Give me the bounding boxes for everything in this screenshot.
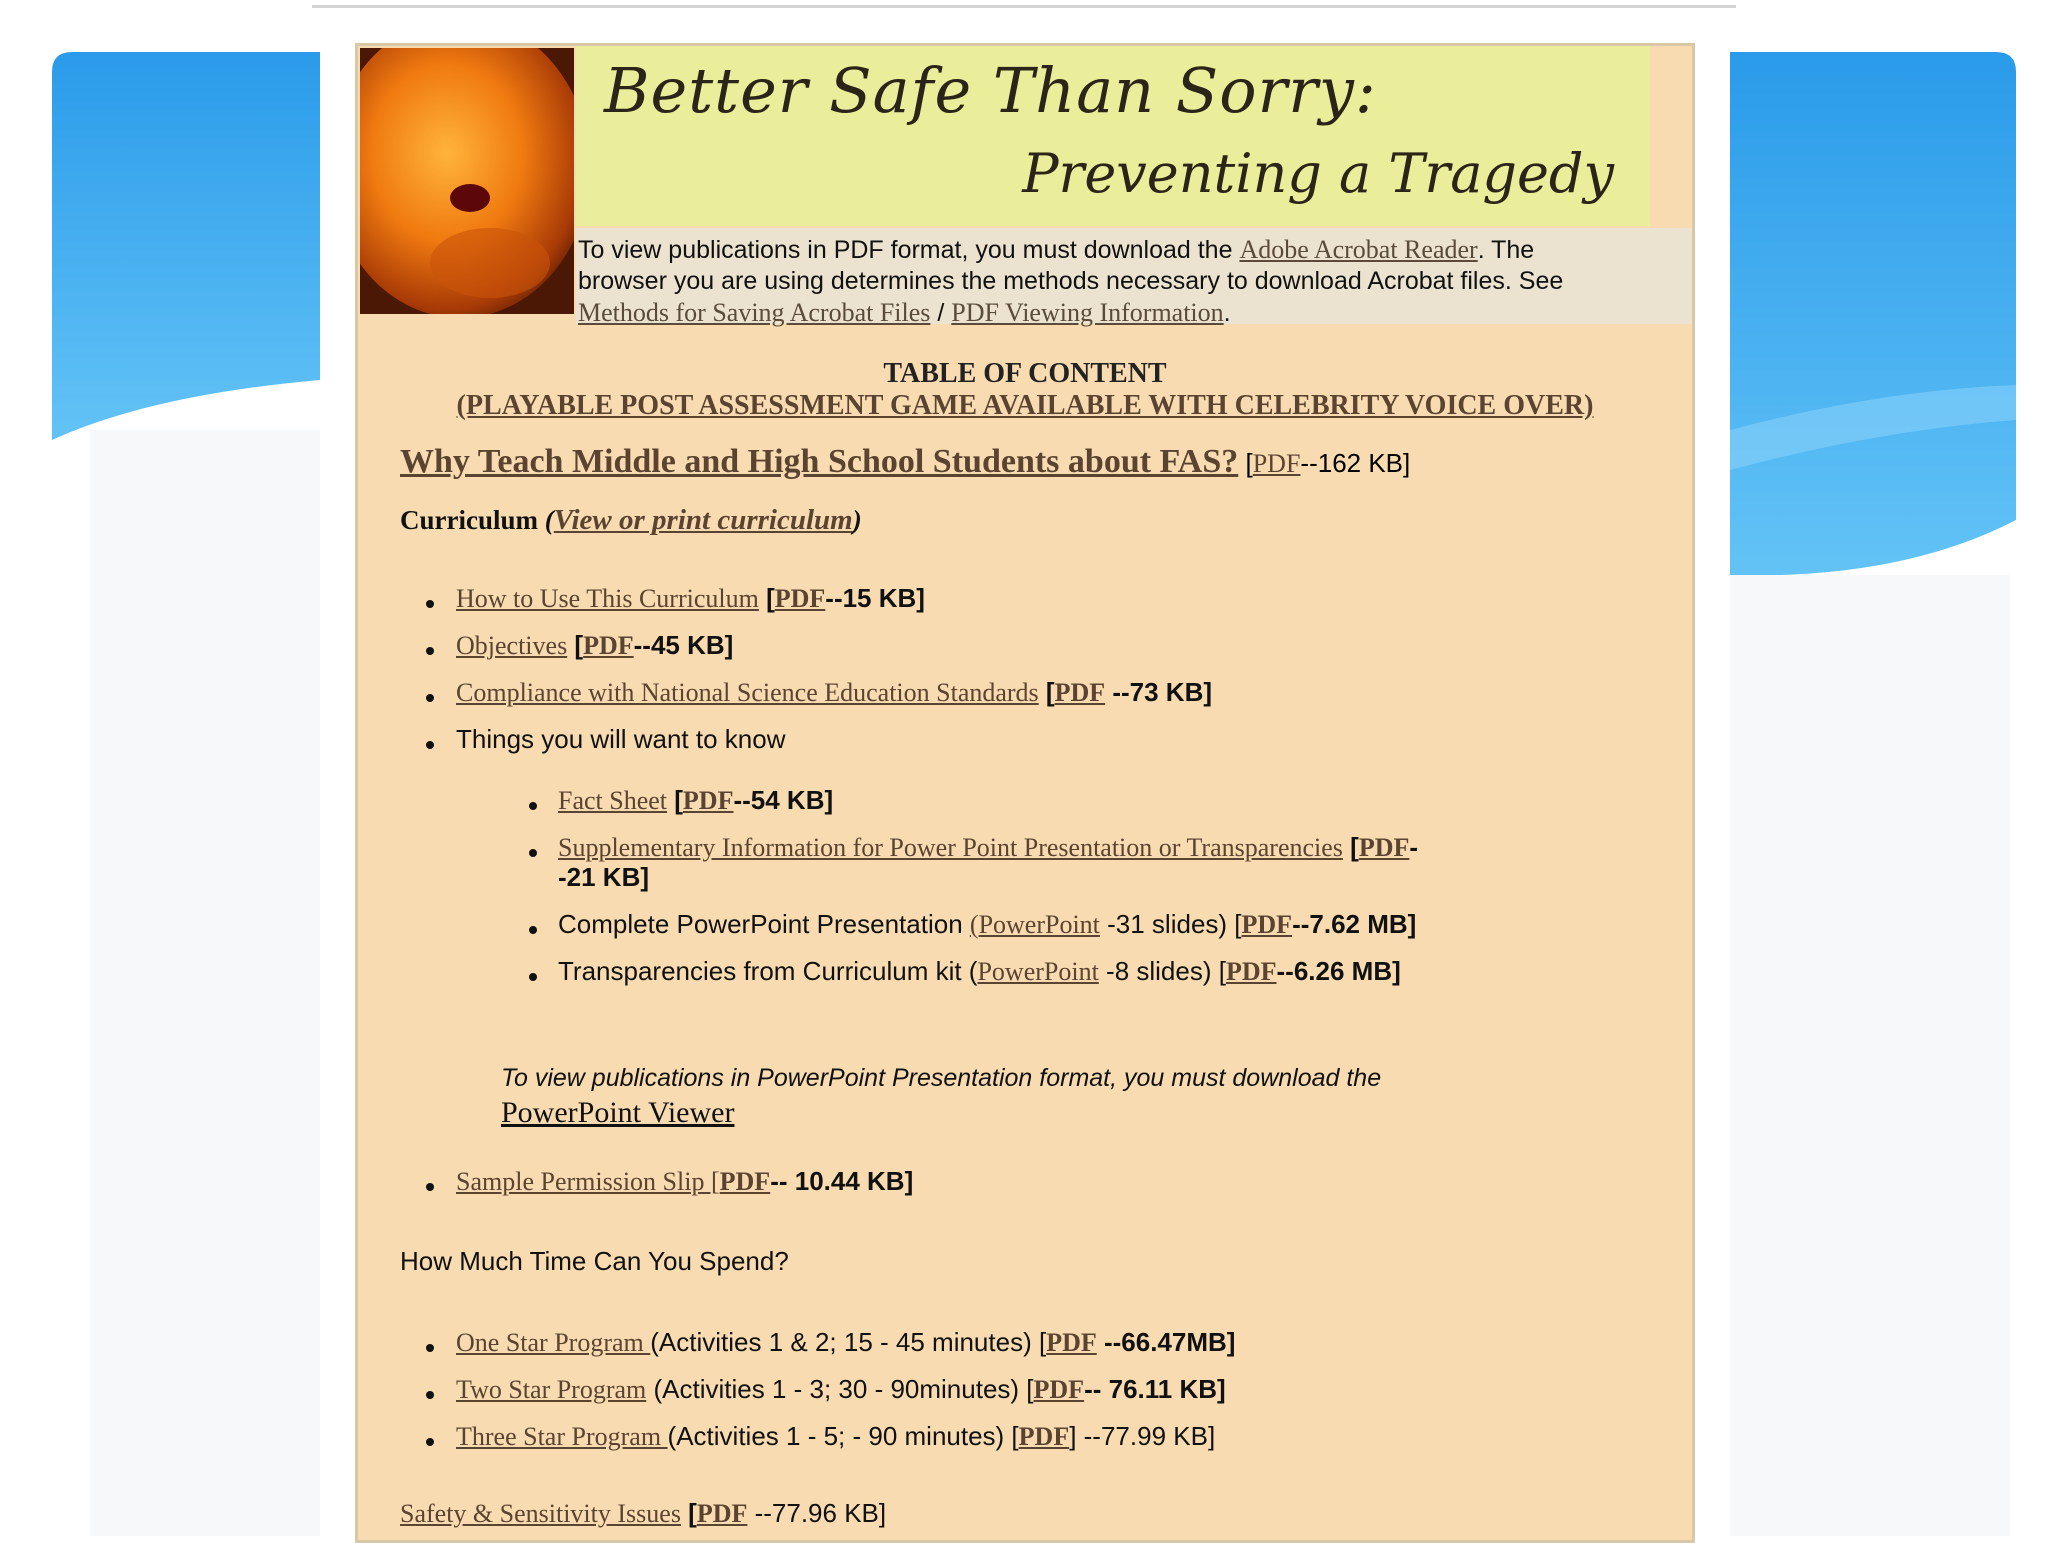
transparencies-pdf-link[interactable]: PDF [1225, 957, 1277, 986]
file-size: -- 10.44 KB] [770, 1166, 914, 1196]
list-item [456, 1374, 1226, 1405]
notice-text: . The [1477, 236, 1535, 264]
ppt-note: To view publications in PowerPoint Presentation format, you must download the [501, 1064, 1382, 1092]
file-size: --66.47MB] [1096, 1327, 1236, 1357]
how-to-pdf-link[interactable]: PDF [774, 584, 826, 613]
list-item [456, 677, 1212, 708]
view-curriculum-link[interactable]: View or print curriculum [553, 504, 853, 536]
file-size: --73 KB] [1105, 677, 1213, 707]
saving-acrobat-link[interactable]: Methods for Saving Acrobat Files [578, 298, 931, 327]
left-fade [90, 430, 320, 1536]
why-teach-link[interactable]: Why Teach Middle and High School Students about FAS? [400, 443, 1239, 480]
file-size: --45 KB] [633, 630, 734, 660]
pdf-viewing-info-link[interactable]: PDF Viewing Information [951, 298, 1224, 327]
bullet [426, 600, 434, 608]
permission-pdf-link[interactable]: PDF [719, 1167, 771, 1196]
fact-sheet-link[interactable]: Fact Sheet [558, 786, 668, 815]
compliance-pdf-link[interactable]: PDF [1054, 678, 1106, 707]
right-wave-shape [1730, 52, 2016, 575]
bullet [426, 647, 434, 655]
pdf-notice [576, 228, 1692, 327]
ppt-viewer-link[interactable]: PowerPoint Viewer [501, 1096, 735, 1129]
page-banner [358, 46, 1692, 327]
fact-sheet-pdf-link[interactable]: PDF [682, 786, 734, 815]
bullet [426, 1438, 434, 1446]
complete-ppt-link[interactable]: PowerPoint [978, 910, 1100, 939]
one-star-pdf-link[interactable]: PDF [1046, 1328, 1097, 1357]
list-item [558, 956, 1401, 987]
title-area [576, 46, 1650, 226]
file-size: -21 KB] [558, 862, 650, 892]
adobe-reader-link[interactable]: Adobe Acrobat Reader [1239, 235, 1478, 264]
notice-separator: / [930, 299, 952, 327]
file-size: --15 KB] [825, 583, 925, 613]
bullet [426, 1391, 434, 1399]
file-size: --54 KB] [733, 785, 834, 815]
bullet [529, 849, 537, 857]
two-star-pdf-link[interactable]: PDF [1033, 1375, 1085, 1404]
transparencies-label: Transparencies from Curriculum kit ( [558, 956, 978, 986]
transparencies-ppt-link[interactable]: PowerPoint [977, 957, 1099, 986]
game-link[interactable]: (PLAYABLE POST ASSESSMENT GAME AVAILABLE WITH CELEBRITY VOICE OVER) [456, 390, 1594, 421]
file-size: --6.26 MB] [1276, 956, 1401, 986]
bullet [529, 802, 537, 810]
bracket: [ [567, 630, 584, 660]
list-item [456, 583, 925, 614]
one-star-link[interactable]: One Star Program [456, 1328, 651, 1357]
paren: ) [852, 505, 862, 535]
bracket: [ [1038, 677, 1055, 707]
time-heading: How Much Time Can You Spend? [400, 1246, 789, 1276]
bullet [426, 694, 434, 702]
paren: ( [544, 505, 554, 535]
compliance-link[interactable]: Compliance with National Science Education Standards [456, 678, 1039, 707]
bracket: [ [1238, 448, 1253, 478]
slides-count: -31 slides) [ [1099, 909, 1242, 939]
safety-pdf-link[interactable]: PDF [696, 1499, 748, 1528]
file-size: --7.62 MB] [1292, 909, 1417, 939]
list-item [456, 1421, 1215, 1452]
objectives-pdf-link[interactable]: PDF [583, 631, 634, 660]
notice-end: . [1223, 299, 1231, 327]
why-teach-row [400, 442, 1410, 481]
supplementary-pdf-link[interactable]: PDF [1358, 833, 1410, 862]
why-pdf-link[interactable]: PDF [1252, 449, 1301, 478]
bullet [426, 1183, 434, 1191]
objectives-link[interactable]: Objectives [456, 631, 568, 660]
bullet [529, 973, 537, 981]
safety-link[interactable]: Safety & Sensitivity Issues [400, 1499, 681, 1528]
curriculum-row [400, 504, 862, 537]
bracket: [ [1342, 832, 1359, 862]
bullet [529, 926, 537, 934]
notice-text: To view publications in PDF format, you must download the [578, 236, 1240, 264]
bullet [426, 1344, 434, 1352]
file-size: --77.96 KB] [747, 1498, 887, 1528]
page-subtitle: Preventing a Tragedy [1022, 142, 1614, 205]
three-star-link[interactable]: Three Star Program [456, 1422, 668, 1451]
how-to-use-link[interactable]: How to Use This Curriculum [456, 584, 759, 613]
list-item [456, 1166, 913, 1197]
list-item [558, 909, 1416, 940]
curriculum-label: Curriculum [400, 505, 545, 535]
right-fade [1730, 575, 2010, 1536]
complete-ppt-pdf-link[interactable]: PDF [1241, 910, 1293, 939]
list-item [456, 1327, 1235, 1358]
things-to-know: Things you will want to know [456, 724, 786, 754]
list-item [558, 785, 833, 816]
list-item [558, 832, 1418, 863]
slides-count: -8 slides) [ [1098, 956, 1226, 986]
three-star-pdf-link[interactable]: PDF [1018, 1422, 1070, 1451]
file-size: --162 KB] [1300, 448, 1411, 478]
web-page-panel [355, 43, 1695, 1543]
two-star-link[interactable]: Two Star Program [456, 1375, 647, 1404]
bracket: [ [680, 1498, 697, 1528]
permission-slip-link[interactable]: Sample Permission Slip [456, 1167, 705, 1196]
list-item [456, 630, 733, 661]
file-size: ] --77.99 KB] [1069, 1421, 1216, 1451]
bracket: [ [667, 785, 683, 815]
paren: ( [969, 910, 979, 939]
notice-text: browser you are using determines the methods necessary to download Acrobat files. See [578, 267, 1564, 295]
file-size: - [1409, 832, 1419, 862]
bracket: [ [704, 1167, 720, 1196]
toc-heading: TABLE OF CONTENT [883, 358, 1167, 389]
activity-desc: (Activities 1 & 2; 15 - 45 minutes) [ [650, 1327, 1047, 1357]
page-title: Better Safe Than Sorry: [604, 54, 1377, 127]
top-rule [312, 5, 1736, 8]
activity-desc: (Activities 1 - 5; - 90 minutes) [ [667, 1421, 1019, 1451]
embryo-image [360, 48, 574, 314]
left-wave-shape [52, 52, 320, 440]
ppt-label: Complete PowerPoint Presentation [558, 909, 970, 939]
bracket: [ [758, 583, 775, 613]
activity-desc: (Activities 1 - 3; 30 - 90minutes) [ [646, 1374, 1034, 1404]
safety-row [400, 1498, 886, 1529]
supplementary-link[interactable]: Supplementary Information for Power Point Presentation or Transparencies [558, 833, 1343, 862]
bullet [426, 741, 434, 749]
file-size: -- 76.11 KB] [1084, 1374, 1226, 1404]
